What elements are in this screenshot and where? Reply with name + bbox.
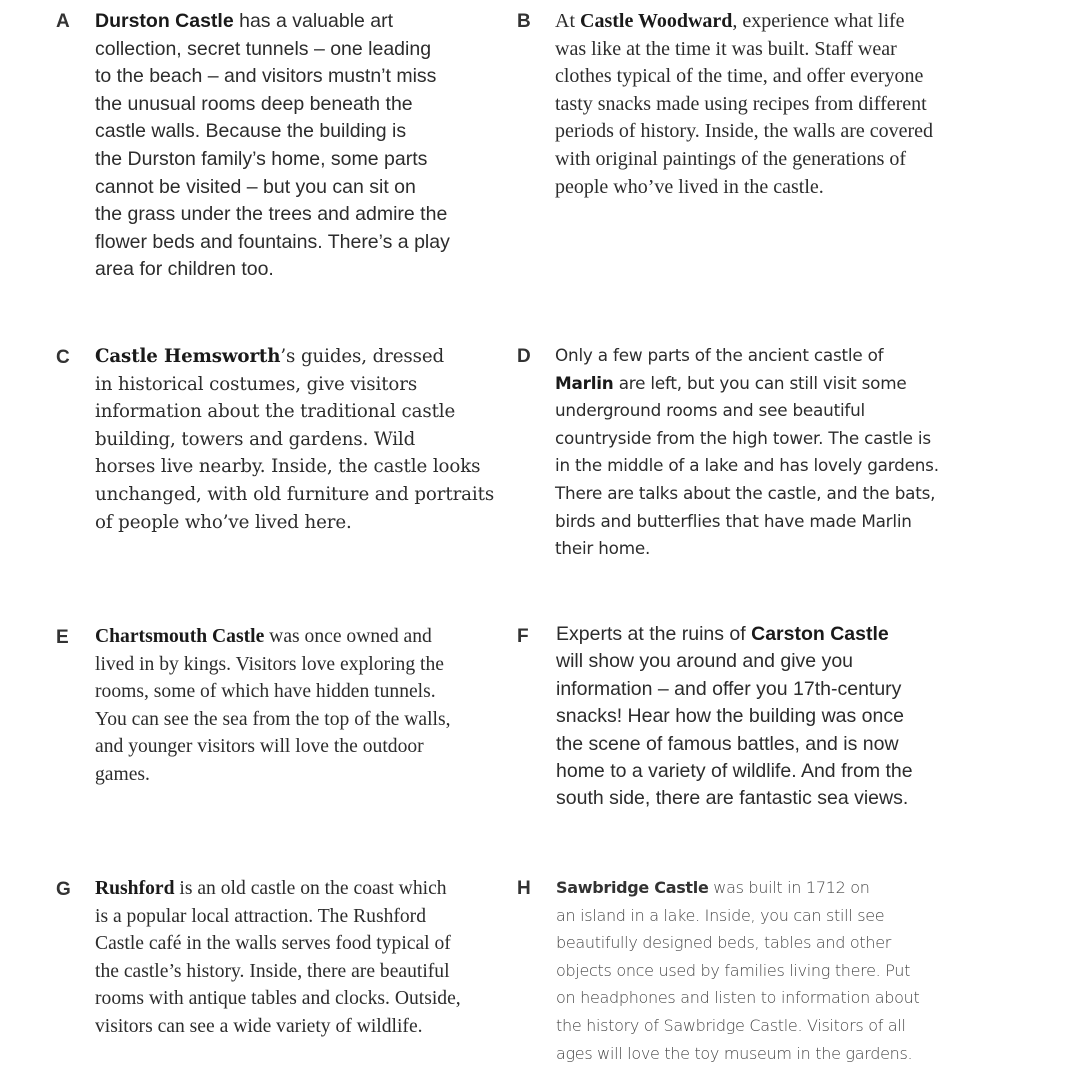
castle-name-rushford: Rushford [95,878,175,899]
section-letter-h: H [517,878,531,899]
castle-name-carston: Carston Castle [751,623,889,645]
section-f-text: Experts at the ruins of Carston Castle will show you around and give you information – and offer you 17th-century snacks! Hear how the building was once the scene of famous battles, and is now home to a variety of wildlife. And from the south side, there are fantastic sea views. [556,623,913,810]
section-letter-b: B [517,11,531,32]
section-e-text: Chartsmouth Castle was once owned and lived in by kings. Visitors love exploring the rooms, some of which have hidden tunnels. You can see the sea from the top of the walls, and younger visitors will love the outdoor games. [95,626,451,785]
section-letter-d: D [517,346,531,367]
castle-name-durston: Durston Castle [95,10,234,32]
section-letter-f: F [517,626,529,647]
castle-name-marlin: Marlin [555,372,614,393]
section-a-text: Durston Castle has a valuable art collection, secret tunnels – one leading to the beach – and visitors mustn’t miss the unusual rooms deep beneath the castle walls. Because the building is the Durston family’s home, some parts cannot be visited – but you can sit on the grass under the trees and admire the flower beds and fountains. There’s a play area for children too. [95,10,450,281]
section-c-text: Castle Hemsworth’s guides, dressed in historical costumes, give visitors information about the traditional castle building, towers and gardens. Wild horses live nearby. Inside, the castle looks unchanged, with old furniture and portraits of people who’ve lived here. [95,346,495,533]
section-d-text: Only a few parts of the ancient castle of Marlin are left, but you can still visit some underground rooms and see beautiful countryside from the high tower. The castle is in the middle of a lake and has lovely gardens. There are talks about the castle, and the bats, birds and butterflies that have made Marlin their home. [555,345,939,559]
castle-name-chartsmouth: Chartsmouth Castle [95,626,265,647]
section-letter-e: E [56,627,69,648]
section-b-text: At Castle Woodward, experience what life was like at the time it was built. Staff wear clothes typical of the time, and offer everyone tasty snacks made using recipes from different periods of history. Inside, the walls are covered with original paintings of the generations of people who’ve lived in the castle. [555,10,934,198]
section-letter-a: A [56,11,70,32]
section-letter-c: C [56,347,70,368]
section-h-text: Sawbridge Castle was built in 1712 on an island in a lake. Inside, you can still see beautifully designed beds, tables and other objects once used by families living there. Put on headphones and listen to information about the history of Sawbridge Castle. Visitors of all ages will love the toy museum in the gardens. [556,878,920,1063]
castle-name-hemsworth: Castle Hemsworth [95,346,281,367]
castle-name-sawbridge: Sawbridge Castle [556,878,709,897]
castle-name-woodward: Castle Woodward [580,10,733,32]
section-g-text: Rushford is an old castle on the coast which is a popular local attraction. The Rushford Castle café in the walls serves food typical of the castle’s history. Inside, there are beautiful rooms with antique tables and clocks. Outside, visitors can see a wide variety of wildlife. [95,878,461,1037]
section-letter-g: G [56,879,71,900]
